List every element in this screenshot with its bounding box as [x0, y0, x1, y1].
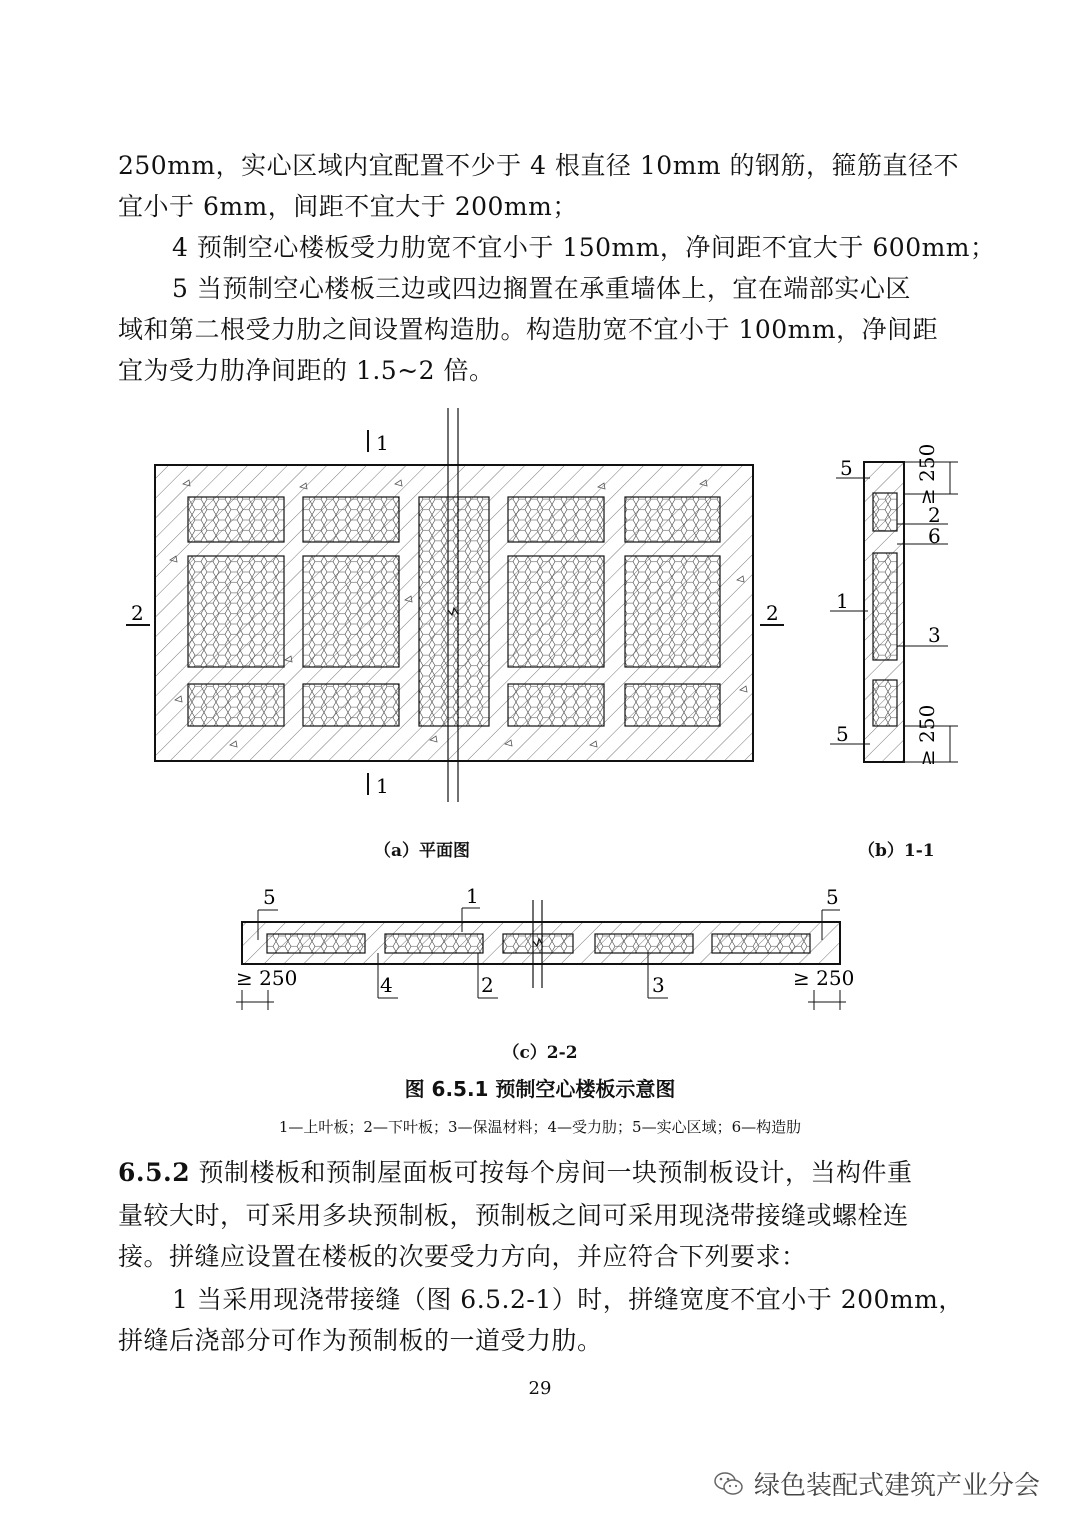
section-2-2-view	[236, 900, 846, 1010]
label-5: 5	[826, 885, 839, 909]
section-text: 预制楼板和预制屋面板可按每个房间一块预制板设计，当构件重	[190, 1158, 913, 1187]
label-1: 1	[466, 884, 479, 908]
watermark	[714, 1465, 1040, 1502]
dimension-label: ≥ 250	[915, 704, 939, 766]
label-3: 3	[928, 623, 941, 647]
section-1-label-top: 1	[376, 431, 389, 455]
paragraph-line: 拼缝后浇部分可作为预制板的一道受力肋。	[118, 1326, 603, 1355]
section-6-5-2-line	[118, 1152, 968, 1193]
subcaption-b: （b）1-1	[858, 841, 935, 861]
section-number: 6.5.2	[118, 1158, 191, 1187]
figure-legend: 1—上叶板；2—下叶板；3—保温材料；4—受力肋；5—实心区域；6—构造肋	[278, 1118, 802, 1136]
paragraph-item-5: 5 当预制空心楼板三边或四边搁置在承重墙体上，宜在端部实心区	[172, 274, 911, 303]
paragraph-line: 接。拼缝应设置在楼板的次要受力方向，并应符合下列要求：	[118, 1242, 807, 1271]
watermark-text: 绿色装配式建筑产业分会	[753, 1471, 1040, 1501]
plan-view	[126, 408, 784, 802]
paragraph-line: 250mm，实心区域内宜配置不少于 4 根直径 10mm 的钢筋，箍筋直径不	[118, 151, 960, 180]
subcaption-c: （c）2-2	[502, 1043, 578, 1063]
label-1: 1	[836, 589, 849, 613]
subcaption-a: （a）平面图	[374, 841, 471, 861]
label-2: 2	[928, 503, 941, 527]
dimension-label: ≥ 250	[236, 966, 298, 990]
section-2-label-right: 2	[766, 601, 779, 625]
paragraph-line: 宜小于 6mm，间距不宜大于 200mm；	[118, 192, 578, 221]
page-number: 29	[528, 1378, 552, 1399]
section-1-label-bottom: 1	[376, 774, 389, 798]
paragraph-line: 宜为受力肋净间距的 1.5~2 倍。	[118, 356, 495, 385]
label-5: 5	[836, 722, 849, 746]
insulation-blocks	[188, 497, 720, 726]
label-3: 3	[652, 973, 665, 997]
label-6: 6	[928, 524, 941, 548]
label-2: 2	[481, 973, 494, 997]
paragraph-item-1: 1 当采用现浇带接缝（图 6.5.2-1）时，拼缝宽度不宜小于 200mm，	[172, 1285, 964, 1314]
section-2-label-left: 2	[131, 601, 144, 625]
label-5: 5	[263, 885, 276, 909]
label-4: 4	[380, 973, 393, 997]
figure-caption: 图 6.5.1 预制空心楼板示意图	[404, 1077, 676, 1101]
paragraph-line: 量较大时，可采用多块预制板，预制板之间可采用现浇带接缝或螺栓连	[118, 1201, 909, 1230]
dimension-label: ≥ 250	[793, 966, 855, 990]
label-5: 5	[840, 456, 853, 480]
wechat-icon	[714, 1471, 744, 1497]
dimension-label: ≥ 250	[915, 443, 939, 505]
paragraph-item-4: 4 预制空心楼板受力肋宽不宜小于 150mm，净间距不宜大于 600mm；	[172, 233, 996, 262]
paragraph-line: 域和第二根受力肋之间设置构造肋。构造肋宽不宜小于 100mm，净间距	[118, 315, 939, 344]
